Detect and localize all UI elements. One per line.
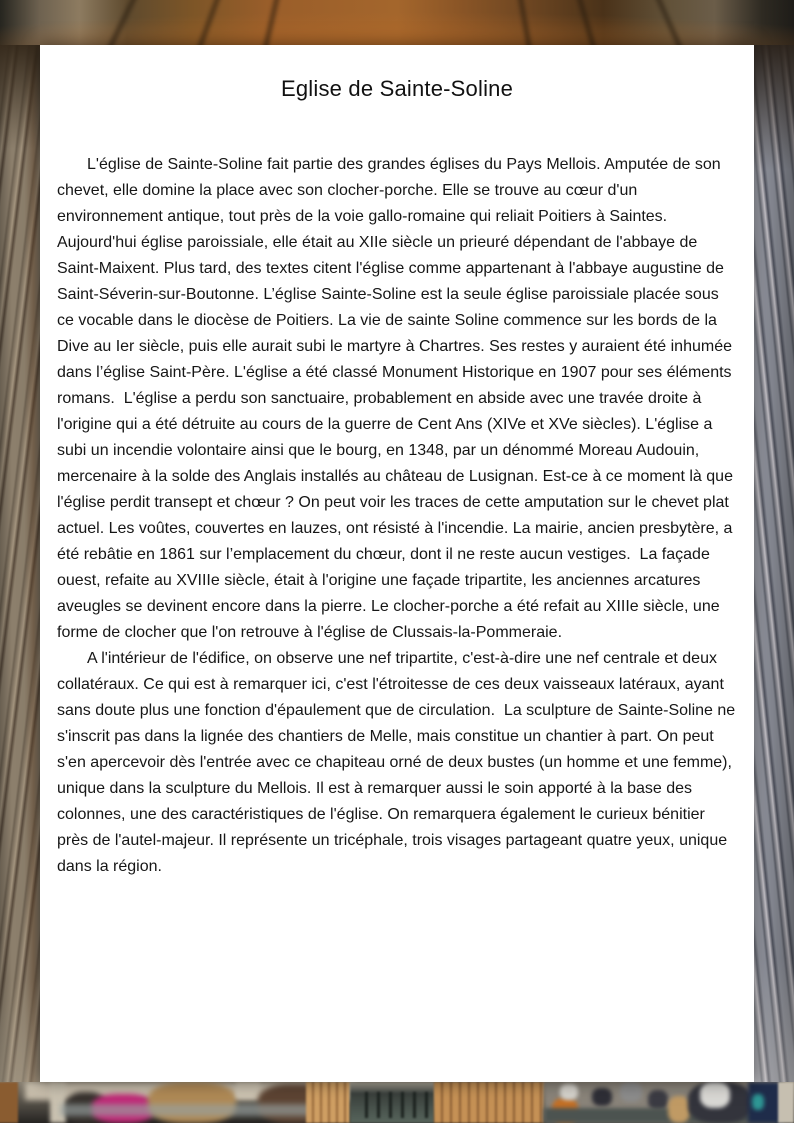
vault-rib bbox=[255, 0, 287, 45]
person-blonde-hair bbox=[148, 1082, 236, 1123]
person-blonde-child bbox=[668, 1096, 690, 1123]
document-title: Eglise de Sainte-Soline bbox=[280, 76, 514, 101]
white-scarf bbox=[700, 1082, 730, 1108]
wood-pew-slats bbox=[306, 1082, 350, 1123]
stone-wall-patch bbox=[236, 1082, 260, 1098]
person-gray-hair bbox=[620, 1082, 642, 1102]
congregation-photo-strip bbox=[0, 1082, 794, 1123]
ceiling-photo-strip bbox=[0, 0, 794, 45]
wood-pew-slats bbox=[434, 1082, 544, 1123]
stone-column bbox=[778, 1082, 794, 1123]
person-white-hair bbox=[560, 1084, 578, 1100]
pew-wood-edge bbox=[0, 1082, 18, 1123]
pew-back-band bbox=[60, 1104, 340, 1116]
vault-rib bbox=[569, 0, 607, 45]
teal-print bbox=[752, 1094, 764, 1110]
document-page-content bbox=[40, 45, 754, 880]
vault-rib bbox=[92, 0, 149, 45]
document-paragraph: L'église de Sainte-Soline fait partie des grandes églises du Pays Mellois. Amputée de son chevet, elle domine la place avec son clocher-porche. Elle se trouve au cœur d'un environnement antique, tout près de la voie gallo-romaine qui reliait Poitiers à Saintes. Aujourd'hui église paroissiale, elle était au XIIe siècle un prieuré dépendant de l'abbaye de Saint-Maixent. Plus tard, des textes citent l'église comme appartenant à l'abbaye augustine de Saint-Séverin-sur-Boutonne. L’église Sainte-Soline est la seule église paroissiale placée sous ce vocable dans le diocèse de Poitiers. La vie de sainte Soline commence sur les bords de la Dive au Ier siècle, puis elle aurait subi le martyre à Chartres. Ses restes y auraient été inhumée dans l’église Saint-Père. L'église a été classé Monument Historique en 1907 pour ses éléments romans. L'église a perdu son sanctuaire, probablement en abside avec une travée droite à l'origine qui a été détruite au cours de la guerre de Cent Ans (XIVe et XVe siècles). L'église a subi un incendie volontaire ainsi que le bourg, en 1348, par un dénommé Moreau Audouin, mercenaire à la solde des Anglais installés au château de Lusignan. Est-ce à ce moment là que l'église perdit transept et chœur ? On peut voir les traces de cette amputation sur le chevet plat actuel. Les voûtes, couvertes en lauzes, ont résisté à l'incendie. La mairie, ancien presbytère, a été rebâtie en 1861 sur l’emplacement du chœur, dont il ne reste aucun vestiges. La façade ouest, refaite au XVIIIe siècle, était à l'origine une façade tripartite, les anciennes arcatures aveugles se devinent encore dans la pierre. Le clocher-porche a été refait au XIIIe siècle, une forme de clocher que l'on retrouve à l'église de Clussais-la-Pommeraie. bbox=[57, 156, 738, 641]
vault-rib bbox=[185, 0, 231, 45]
person-silhouette bbox=[648, 1090, 668, 1110]
music-stands bbox=[356, 1092, 428, 1118]
right-column-photo-strip bbox=[754, 45, 794, 1082]
vault-rib bbox=[644, 0, 697, 45]
vault-rib bbox=[513, 0, 539, 45]
document-paragraph: A l'intérieur de l'édifice, on observe une nef tripartite, c'est-à-dire une nef centrale et deux collatéraux. Ce qui est à remarquer ici, c'est l'étroitesse de ces deux vaisseaux latéraux, ayant sans doute plus une fonction d'épaulement que de circulation. La sculpture de Sainte-Soline ne s'inscrit pas dans la lignée des chantiers de Melle, mais constitue un chantier à part. On peut s'en apercevoir dès l'entrée avec ce chapiteau orné de deux bustes (un homme et une femme), unique dans la sculpture du Mellois. Il est à remarquer aussi le soin apporté à la base des colonnes, une des caractéristiques de l'église. On remarquera également le curieux bénitier près de l'autel-majeur. Il représente un tricéphale, trois visages partageant quatre yeux, unique dans la région. bbox=[57, 650, 740, 875]
left-column-photo-strip bbox=[0, 45, 40, 1082]
person-silhouette bbox=[592, 1088, 612, 1106]
stone-column bbox=[50, 1082, 66, 1123]
document-page bbox=[40, 45, 754, 1082]
